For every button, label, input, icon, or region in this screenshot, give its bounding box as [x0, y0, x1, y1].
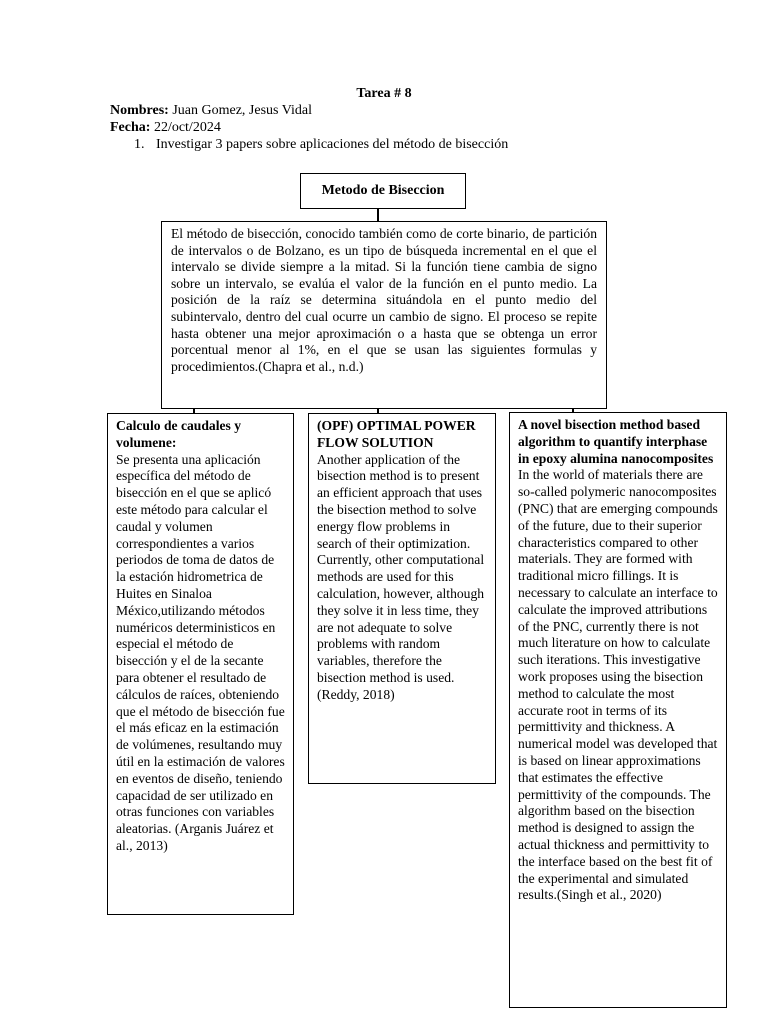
paper-box-opf [308, 413, 496, 784]
names-line [110, 102, 312, 119]
connector-main-to-description [377, 209, 379, 221]
names-label: Nombres: [110, 103, 169, 118]
date-line [110, 119, 221, 136]
paper-box-nanocomposites [509, 412, 727, 1008]
main-topic-box [300, 173, 466, 209]
main-topic-title: Metodo de Biseccion [321, 183, 445, 198]
paper-title: Calculo de caudales y volumene: [116, 418, 241, 450]
description-text: El método de bisección, conocido también como de corte binario, de partición de intervalos o de Bolzano, es un tipo de búsqueda incremental en el que el intervalo se divide siempre a la mitad. Si la función tiene cambia de signo sobre un intervalo, se evalúa el valor de la función en el punto medio. La posición de la raíz se determina situándola en el punto medio del subintervalo, dentro del cual ocurre un cambio de signo. El proceso se repite hasta obtener una mejor aproximación o a hasta que se obtenga un error porcentual menor al 1%, en el que se usan las siguientes formulas y procedimientos.(Chapra et al., n.d.) [171, 226, 597, 374]
paper-summary: In the world of materials there are so-called polymeric nanocomposites (PNC) that are emerging compounds of the future, due to their superior characteristics compared to other materials. They are formed with traditional micro fillings. It is necessary to calculate an interface to calculate the improved attributions of the PNC, currently there is not much literature on how to calculate such iterations. This investigative work proposes using the bisection method to calculate the most accurate root in terms of its permittivity and thickness. A numerical model was developed that is based on linear approximations that estimates the effective permittivity of the compounds. The algorithm based on the bisection method is designed to assign the actual thickness and permittivity to the interface based on the best fit of the experimental and simulated results.(Singh et al., 2020) [518, 467, 718, 903]
names-value: Juan Gomez, Jesus Vidal [168, 103, 313, 118]
paper-summary: Another application of the bisection method is to present an efficient approach that uses the bisection method to solve energy flow problems in search of their optimization. Currently, other computational methods are used for this calculation, however, although they solve it in less time, they are not adequate to solve problems with random variables, therefore the bisection method is used.(Reddy, 2018) [317, 451, 485, 702]
task-list-item [134, 136, 508, 153]
date-label: Fecha: [110, 120, 151, 135]
list-item-number: 1. [134, 137, 145, 152]
paper-box-caudales [107, 413, 294, 915]
date-value: 22/oct/2024 [150, 120, 221, 135]
paper-title: (OPF) OPTIMAL POWER FLOW SOLUTION [317, 418, 476, 450]
description-box [161, 221, 607, 409]
paper-title: A novel bisection method based algorithm to quantify interphase in epoxy alumina nanocomposites [518, 417, 714, 466]
assignment-title: Tarea # 8 [356, 86, 412, 101]
paper-summary: Se presenta una aplicación específica del método de bisección en el que se aplicó este método para calcular el caudal y volumen correspondientes a varios periodos de toma de datos de la estación hidrometrica de Huites en Sinaloa México,utilizando métodos numéricos deterministicos en especial el método de bisección y el de la secante para obtener el resultado de cálculos de raíces, obteniendo que el método de bisección fue el más eficaz en la estimación de volúmenes, resultando muy útil en la estimación de valores en eventos de diseño, teniendo capacidad de ser utilizado en otras funciones con variables aleatorias. (Arganis Juárez et al., 2013) [116, 451, 285, 853]
list-item-text: Investigar 3 papers sobre aplicaciones del método de bisección [156, 137, 509, 152]
